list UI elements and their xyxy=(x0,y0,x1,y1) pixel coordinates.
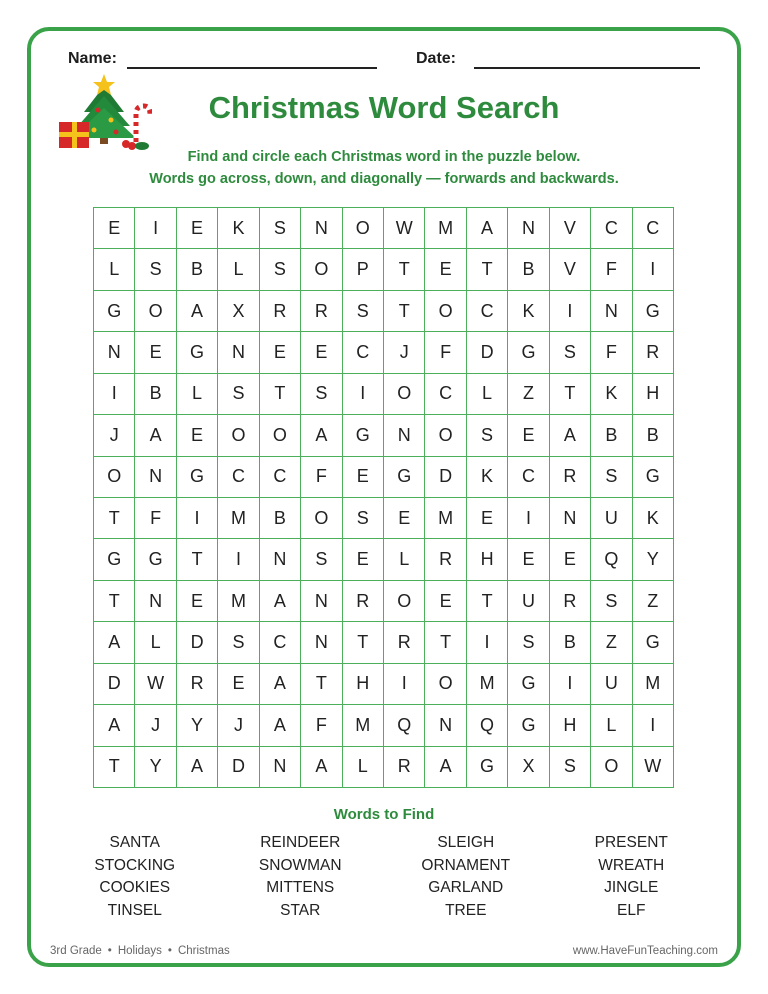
grid-cell[interactable]: N xyxy=(135,581,176,622)
grid-cell[interactable]: K xyxy=(591,374,632,415)
grid-cell[interactable]: T xyxy=(94,581,135,622)
word-item: STAR xyxy=(280,901,321,919)
grid-cell[interactable]: R xyxy=(343,581,384,622)
grid-cell[interactable]: L xyxy=(177,374,218,415)
word-item: ORNAMENT xyxy=(421,856,511,874)
grid-cell[interactable]: J xyxy=(218,705,259,746)
grid-cell[interactable]: Q xyxy=(384,705,425,746)
grid-cell[interactable]: O xyxy=(343,208,384,249)
grid-cell[interactable]: A xyxy=(135,415,176,456)
grid-cell[interactable]: F xyxy=(301,705,342,746)
grid-cell[interactable]: I xyxy=(343,374,384,415)
word-item: WREATH xyxy=(598,856,665,874)
grid-cell[interactable]: E xyxy=(177,208,218,249)
word-item: SANTA xyxy=(109,834,161,851)
grid-cell[interactable]: T xyxy=(301,664,342,705)
grid-cell[interactable]: I xyxy=(508,498,549,539)
grid-cell[interactable]: O xyxy=(425,415,466,456)
grid-cell[interactable]: A xyxy=(260,705,301,746)
grid-cell[interactable]: F xyxy=(301,457,342,498)
grid-cell[interactable]: I xyxy=(467,622,508,663)
grid-cell[interactable]: A xyxy=(301,415,342,456)
grid-cell[interactable]: S xyxy=(508,622,549,663)
grid-cell[interactable]: J xyxy=(384,332,425,373)
grid-cell[interactable]: Z xyxy=(508,374,549,415)
grid-cell[interactable]: B xyxy=(550,622,591,663)
grid-cell[interactable]: K xyxy=(218,208,259,249)
grid-cell[interactable]: E xyxy=(343,457,384,498)
grid-cell[interactable]: A xyxy=(260,664,301,705)
footer-tag-topic: Christmas xyxy=(177,945,230,957)
grid-cell[interactable]: M xyxy=(218,498,259,539)
grid-cell[interactable]: T xyxy=(467,249,508,290)
grid-cell[interactable]: O xyxy=(591,747,632,788)
grid-cell[interactable]: Q xyxy=(467,705,508,746)
grid-cell[interactable]: D xyxy=(177,622,218,663)
grid-cell[interactable]: A xyxy=(177,291,218,332)
grid-cell[interactable]: J xyxy=(94,415,135,456)
word-item: MITTENS xyxy=(266,879,335,896)
grid-cell[interactable]: F xyxy=(135,498,176,539)
grid-cell[interactable]: S xyxy=(343,291,384,332)
grid-cell[interactable]: L xyxy=(343,747,384,788)
grid-cell[interactable]: A xyxy=(94,705,135,746)
grid-cell[interactable]: J xyxy=(135,705,176,746)
grid-cell[interactable]: E xyxy=(425,249,466,290)
grid-cell[interactable]: E xyxy=(177,581,218,622)
grid-cell[interactable]: S xyxy=(301,374,342,415)
grid-cell[interactable]: A xyxy=(467,208,508,249)
grid-cell[interactable]: E xyxy=(177,415,218,456)
word-item: GARLAND xyxy=(428,879,504,896)
grid-cell[interactable]: G xyxy=(508,664,549,705)
grid-cell[interactable]: I xyxy=(135,208,176,249)
grid-cell[interactable]: G xyxy=(94,539,135,580)
grid-cell[interactable]: V xyxy=(550,249,591,290)
grid-cell[interactable]: L xyxy=(135,622,176,663)
instruction-line-2: Words go across, down, and diagonally — forwards and backwards. xyxy=(149,171,619,187)
grid-cell[interactable]: G xyxy=(508,332,549,373)
word-item: STOCKING xyxy=(94,856,176,874)
grid-cell[interactable]: R xyxy=(260,291,301,332)
grid-cell[interactable]: O xyxy=(384,374,425,415)
grid-cell[interactable]: N xyxy=(218,332,259,373)
grid-cell[interactable]: D xyxy=(94,664,135,705)
word-item: ELF xyxy=(617,901,646,919)
grid-cell[interactable]: N xyxy=(94,332,135,373)
grid-cell[interactable]: O xyxy=(425,664,466,705)
grid-cell[interactable]: T xyxy=(260,374,301,415)
grid-cell[interactable]: H xyxy=(343,664,384,705)
grid-cell[interactable]: C xyxy=(467,291,508,332)
grid-cell[interactable]: S xyxy=(301,539,342,580)
grid-cell[interactable]: G xyxy=(177,332,218,373)
grid-cell[interactable]: I xyxy=(633,249,674,290)
instruction-line-1: Find and circle each Christmas word in the puzzle below. xyxy=(187,149,581,165)
grid-cell[interactable]: I xyxy=(550,664,591,705)
grid-cell[interactable]: E xyxy=(508,539,549,580)
grid-cell[interactable]: B xyxy=(260,498,301,539)
grid-cell[interactable]: W xyxy=(633,747,674,788)
grid-cell[interactable]: M xyxy=(633,664,674,705)
grid-cell[interactable]: D xyxy=(218,747,259,788)
grid-cell[interactable]: T xyxy=(467,581,508,622)
grid-cell[interactable]: C xyxy=(260,457,301,498)
grid-cell[interactable]: C xyxy=(591,208,632,249)
grid-cell[interactable]: B xyxy=(591,415,632,456)
grid-cell[interactable]: T xyxy=(177,539,218,580)
grid-cell[interactable]: R xyxy=(384,622,425,663)
grid-cell[interactable]: R xyxy=(177,664,218,705)
grid-cell[interactable]: A xyxy=(550,415,591,456)
grid-cell[interactable]: X xyxy=(508,747,549,788)
footer-tag-grade: 3rd Grade xyxy=(50,945,102,957)
grid-cell[interactable]: T xyxy=(384,291,425,332)
footer-tags: 3rd Grade • Holidays • Christmas xyxy=(50,945,230,957)
grid-cell[interactable]: G xyxy=(343,415,384,456)
grid-cell[interactable]: E xyxy=(467,498,508,539)
grid-cell[interactable]: N xyxy=(384,415,425,456)
grid-cell[interactable]: Y xyxy=(633,539,674,580)
grid-cell[interactable]: O xyxy=(135,291,176,332)
grid-cell[interactable]: N xyxy=(550,498,591,539)
grid-cell[interactable]: E xyxy=(384,498,425,539)
grid-cell[interactable]: N xyxy=(508,208,549,249)
grid-cell[interactable]: L xyxy=(384,539,425,580)
grid-cell[interactable]: P xyxy=(343,249,384,290)
grid-cell[interactable]: B xyxy=(177,249,218,290)
grid-cell[interactable]: S xyxy=(591,457,632,498)
footer-tag-subject: Holidays xyxy=(117,945,162,957)
grid-cell[interactable]: S xyxy=(218,622,259,663)
grid-cell[interactable]: C xyxy=(425,374,466,415)
grid-cell[interactable]: A xyxy=(425,747,466,788)
grid-cell[interactable]: O xyxy=(301,249,342,290)
grid-cell[interactable]: H xyxy=(467,539,508,580)
grid-cell[interactable]: T xyxy=(94,498,135,539)
grid-cell[interactable]: V xyxy=(550,208,591,249)
grid-cell[interactable]: R xyxy=(633,332,674,373)
grid-cell[interactable]: R xyxy=(425,539,466,580)
grid-cell[interactable]: G xyxy=(384,457,425,498)
grid-cell[interactable]: U xyxy=(508,581,549,622)
grid-cell[interactable]: G xyxy=(633,622,674,663)
grid-cell[interactable]: R xyxy=(301,291,342,332)
word-item: TREE xyxy=(445,901,487,919)
footer-site: www.HaveFunTeaching.com xyxy=(572,945,718,957)
grid-cell[interactable]: R xyxy=(384,747,425,788)
grid-cell[interactable]: N xyxy=(425,705,466,746)
grid-cell[interactable]: A xyxy=(94,622,135,663)
grid-cell[interactable]: E xyxy=(343,539,384,580)
grid-cell[interactable]: B xyxy=(633,415,674,456)
grid-cell[interactable]: E xyxy=(550,539,591,580)
name-label: Name: xyxy=(68,50,117,67)
grid-cell[interactable]: N xyxy=(135,457,176,498)
grid-cell[interactable]: S xyxy=(218,374,259,415)
grid-cell[interactable]: F xyxy=(425,332,466,373)
grid-cell[interactable]: T xyxy=(343,622,384,663)
grid-cell[interactable]: Y xyxy=(135,747,176,788)
word-item: REINDEER xyxy=(260,834,341,851)
grid-cell[interactable]: E xyxy=(260,332,301,373)
grid-cell[interactable]: O xyxy=(94,457,135,498)
grid-cell[interactable]: F xyxy=(591,332,632,373)
grid-cell[interactable]: G xyxy=(177,457,218,498)
grid-cell[interactable]: Z xyxy=(633,581,674,622)
grid-cell[interactable]: G xyxy=(467,747,508,788)
grid-cell[interactable]: N xyxy=(260,539,301,580)
grid-cell[interactable]: K xyxy=(508,291,549,332)
grid-cell[interactable]: O xyxy=(425,291,466,332)
word-item: JINGLE xyxy=(604,879,659,896)
grid-cell[interactable]: Y xyxy=(177,705,218,746)
grid-cell[interactable]: O xyxy=(301,498,342,539)
grid-cell[interactable]: U xyxy=(591,498,632,539)
grid-cell[interactable]: E xyxy=(508,415,549,456)
page-title: Christmas Word Search xyxy=(208,90,560,125)
grid-cell[interactable]: Q xyxy=(591,539,632,580)
grid-cell[interactable]: W xyxy=(135,664,176,705)
grid-cell[interactable]: X xyxy=(218,291,259,332)
grid-cell[interactable]: A xyxy=(260,581,301,622)
grid-cell[interactable]: E xyxy=(218,664,259,705)
grid-cell[interactable]: C xyxy=(633,208,674,249)
grid-cell[interactable]: M xyxy=(467,664,508,705)
grid-cell[interactable]: G xyxy=(633,457,674,498)
grid-cell[interactable]: L xyxy=(467,374,508,415)
grid-cell[interactable]: D xyxy=(467,332,508,373)
words-heading: Words to Find xyxy=(333,806,435,823)
grid-cell[interactable]: G xyxy=(633,291,674,332)
grid-cell[interactable]: C xyxy=(508,457,549,498)
grid-cell[interactable]: R xyxy=(550,457,591,498)
grid-cell[interactable]: S xyxy=(591,581,632,622)
grid-cell[interactable]: E xyxy=(301,332,342,373)
grid-cell[interactable]: I xyxy=(384,664,425,705)
grid-cell[interactable]: I xyxy=(633,705,674,746)
grid-cell[interactable]: C xyxy=(343,332,384,373)
date-field[interactable] xyxy=(474,67,700,69)
grid-cell[interactable]: L xyxy=(591,705,632,746)
grid-cell[interactable]: S xyxy=(467,415,508,456)
grid-cell[interactable]: K xyxy=(633,498,674,539)
grid-cell[interactable]: S xyxy=(550,332,591,373)
grid-cell[interactable]: M xyxy=(343,705,384,746)
word-search-grid xyxy=(93,207,674,788)
grid-cell[interactable]: T xyxy=(550,374,591,415)
name-field[interactable] xyxy=(127,67,377,69)
grid-cell[interactable]: I xyxy=(177,498,218,539)
grid-cell[interactable]: K xyxy=(467,457,508,498)
grid-cell[interactable]: M xyxy=(425,208,466,249)
word-item: PRESENT xyxy=(594,834,668,851)
grid-cell[interactable]: G xyxy=(94,291,135,332)
grid-cell[interactable]: D xyxy=(425,457,466,498)
grid-cell[interactable]: F xyxy=(591,249,632,290)
grid-cell[interactable]: L xyxy=(94,249,135,290)
grid-cell[interactable]: O xyxy=(384,581,425,622)
grid-cell[interactable]: N xyxy=(301,622,342,663)
grid-cell[interactable]: E xyxy=(135,332,176,373)
grid-cell[interactable]: S xyxy=(260,208,301,249)
word-item: SNOWMAN xyxy=(258,856,342,874)
grid-cell[interactable]: I xyxy=(218,539,259,580)
grid-cell[interactable]: B xyxy=(508,249,549,290)
grid-cell[interactable]: G xyxy=(508,705,549,746)
date-label: Date: xyxy=(416,50,457,67)
grid-cell[interactable]: N xyxy=(301,208,342,249)
grid-cell[interactable]: A xyxy=(177,747,218,788)
grid-cell[interactable]: G xyxy=(135,539,176,580)
grid-cell[interactable]: T xyxy=(94,747,135,788)
grid-cell[interactable]: E xyxy=(425,581,466,622)
grid-cell[interactable]: H xyxy=(633,374,674,415)
grid-cell[interactable]: H xyxy=(550,705,591,746)
word-list xyxy=(52,832,714,922)
word-item: SLEIGH xyxy=(437,834,495,851)
grid-cell[interactable]: E xyxy=(94,208,135,249)
grid-cell[interactable]: R xyxy=(550,581,591,622)
grid-cell[interactable]: N xyxy=(260,747,301,788)
grid-cell[interactable]: O xyxy=(218,415,259,456)
grid-cell[interactable]: N xyxy=(301,581,342,622)
grid-cell[interactable]: S xyxy=(260,249,301,290)
word-item: TINSEL xyxy=(107,901,162,919)
grid-cell[interactable]: S xyxy=(550,747,591,788)
grid-cell[interactable]: A xyxy=(301,747,342,788)
grid-cell[interactable]: Z xyxy=(591,622,632,663)
grid-cell[interactable]: S xyxy=(343,498,384,539)
grid-cell[interactable]: M xyxy=(425,498,466,539)
grid-cell[interactable]: M xyxy=(218,581,259,622)
grid-cell[interactable]: C xyxy=(218,457,259,498)
grid-cell[interactable]: U xyxy=(591,664,632,705)
grid-cell[interactable]: O xyxy=(260,415,301,456)
grid-cell[interactable]: C xyxy=(260,622,301,663)
grid-cell[interactable]: I xyxy=(550,291,591,332)
grid-cell[interactable]: N xyxy=(591,291,632,332)
grid-cell[interactable]: I xyxy=(94,374,135,415)
grid-cell[interactable]: S xyxy=(135,249,176,290)
grid-cell[interactable]: T xyxy=(384,249,425,290)
grid-cell[interactable]: W xyxy=(384,208,425,249)
grid-cell[interactable]: T xyxy=(425,622,466,663)
grid-cell[interactable]: L xyxy=(218,249,259,290)
grid-cell[interactable]: B xyxy=(135,374,176,415)
word-item: COOKIES xyxy=(99,879,171,896)
